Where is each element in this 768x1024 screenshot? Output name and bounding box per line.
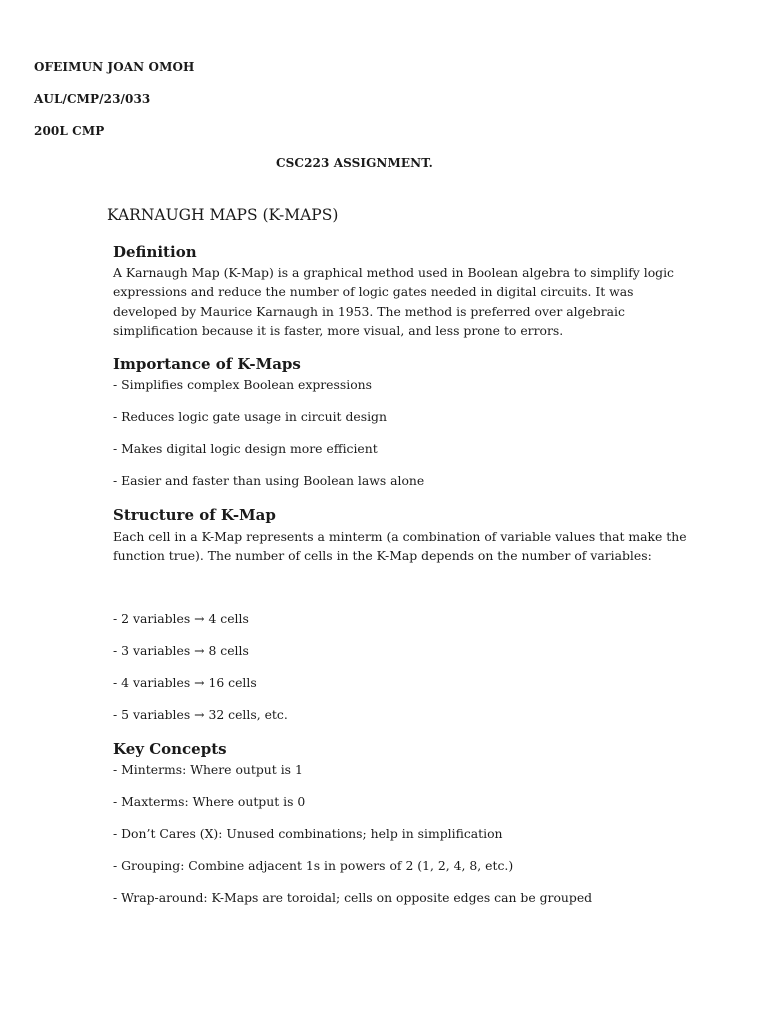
definition-line: A Karnaugh Map (K-Map) is a graphical method used in Boolean algebra to simplify logic: [113, 265, 674, 280]
structure-line: Each cell in a K-Map represents a minterm (a combination of variable values that make the: [113, 529, 687, 544]
definition-line: simplification because it is faster, more visual, and less prone to errors.: [113, 323, 564, 339]
assignment-label: CSC223 ASSIGNMENT.: [276, 156, 433, 170]
structure-heading: Structure of K-Map: [113, 506, 276, 524]
student-name: OFEIMUN JOAN OMOH: [34, 60, 195, 74]
definition-line: expressions and reduce the number of logic gates needed in digital circuits. It was: [113, 284, 634, 300]
list-item: - 4 variables → 16 cells: [113, 675, 257, 690]
key-concepts-heading: Key Concepts: [113, 740, 227, 758]
list-item: - Grouping: Combine adjacent 1s in powers of 2 (1, 2, 4, 8, etc.): [113, 858, 514, 873]
list-item: - Easier and faster than using Boolean laws alone: [113, 473, 425, 488]
list-item: - Maxterms: Where output is 0: [113, 794, 306, 809]
definition-paragraph: [113, 263, 674, 341]
list-item: - Minterms: Where output is 1: [113, 762, 303, 777]
structure-paragraph: [113, 527, 687, 566]
list-item: - Wrap-around: K-Maps are toroidal; cells on opposite edges can be grouped: [113, 890, 593, 905]
matric-number: AUL/CMP/23/033: [34, 92, 151, 106]
level-label: 200L CMP: [34, 124, 105, 138]
list-item: - 5 variables → 32 cells, etc.: [113, 707, 288, 722]
definition-heading: Definition: [113, 243, 197, 261]
list-item: - 2 variables → 4 cells: [113, 611, 249, 626]
list-item: - Don’t Cares (X): Unused combinations; help in simplification: [113, 826, 503, 841]
list-item: - 3 variables → 8 cells: [113, 643, 249, 658]
definition-line: developed by Maurice Karnaugh in 1953. The method is preferred over algebraic: [113, 303, 625, 319]
list-item: - Makes digital logic design more efficient: [113, 441, 378, 456]
structure-line: function true). The number of cells in the K-Map depends on the number of variables:: [113, 548, 652, 564]
importance-heading: Importance of K-Maps: [113, 355, 301, 373]
document-title: KARNAUGH MAPS (K-MAPS): [107, 206, 339, 224]
list-item: - Reduces logic gate usage in circuit design: [113, 409, 387, 424]
list-item: - Simplifies complex Boolean expressions: [113, 377, 372, 392]
